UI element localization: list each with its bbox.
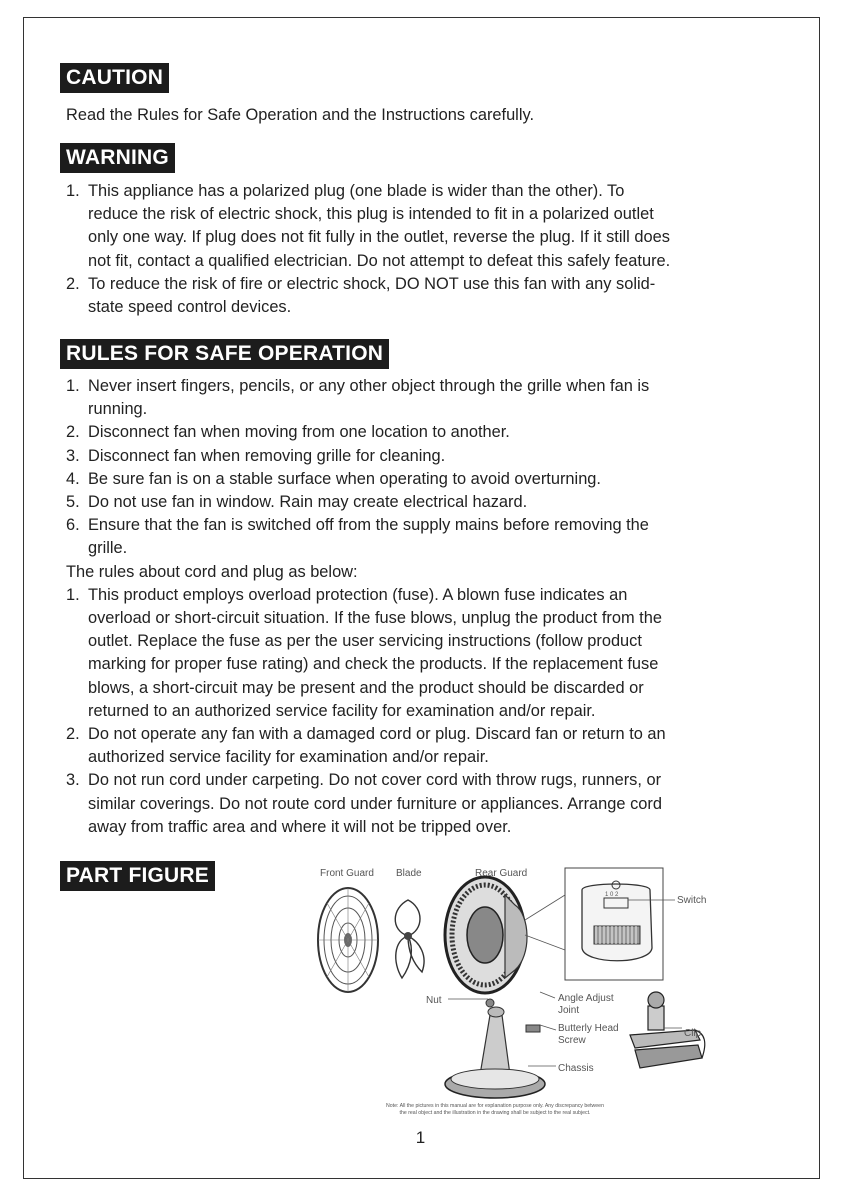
item-line: Be sure fan is on a stable surface when operating to avoid overturning. bbox=[88, 469, 601, 488]
item-line: To reduce the risk of fire or electric shock, DO NOT use this fan with any solid- bbox=[88, 274, 656, 293]
item-line: away from traffic area and where it will not be tripped over. bbox=[88, 817, 512, 836]
rules-list bbox=[66, 375, 786, 839]
item-number: 2. bbox=[66, 423, 80, 442]
item-line: Do not operate any fan with a damaged cord or plug. Discard fan or return to an bbox=[88, 725, 666, 744]
label-switch: Switch bbox=[677, 895, 707, 906]
list-item bbox=[66, 723, 786, 769]
item-number: 6. bbox=[66, 516, 80, 535]
item-number: 2. bbox=[66, 725, 80, 744]
cord-rules-intro: The rules about cord and plug as below: bbox=[66, 562, 358, 581]
list-item bbox=[66, 491, 786, 514]
item-number: 3. bbox=[66, 446, 80, 465]
front-guard-illustration bbox=[318, 888, 378, 992]
item-line: state speed control devices. bbox=[88, 298, 292, 317]
item-line: outlet. Replace the fuse as per the user servicing instructions (follow product bbox=[88, 632, 642, 651]
item-line: only one way. If plug does not fit fully in the outlet, reverse the plug. If it still does bbox=[88, 228, 670, 247]
warning-heading: WARNING bbox=[60, 143, 175, 173]
note-line: Note: All the pictures in this manual are for explanation purpose only. Any discrepancy between bbox=[386, 1103, 604, 1109]
item-line: grille. bbox=[88, 539, 128, 558]
label-nut: Nut bbox=[426, 995, 442, 1006]
item-line: similar coverings. Do not route cord under furniture or appliances. Arrange cord bbox=[88, 794, 662, 813]
list-item bbox=[66, 180, 786, 273]
chassis-illustration bbox=[445, 999, 545, 1098]
item-line: Do not run cord under carpeting. Do not cover cord with throw rugs, runners, or bbox=[88, 771, 662, 790]
item-line: running. bbox=[88, 400, 148, 419]
label-front-guard: Front Guard bbox=[320, 868, 374, 879]
blade-illustration bbox=[395, 900, 424, 978]
item-number: 4. bbox=[66, 469, 80, 488]
list-item bbox=[66, 514, 786, 560]
item-line: Never insert fingers, pencils, or any other object through the grille when fan is bbox=[88, 377, 650, 395]
warning-list bbox=[66, 180, 786, 319]
label-butterfly-screw: Screw bbox=[558, 1035, 586, 1046]
item-line: returned to an authorized service facility for examination and/or repair. bbox=[88, 701, 596, 720]
label-angle-adjust-joint: Joint bbox=[558, 1005, 580, 1016]
item-line: This appliance has a polarized plug (one blade is wider than the other). To bbox=[88, 182, 625, 200]
list-item bbox=[66, 769, 786, 839]
label-switch-marks: 1 0 2 bbox=[605, 892, 619, 898]
item-line: overload or short-circuit situation. If the fuse blows, unplug the product from the bbox=[88, 609, 662, 628]
item-number: 3. bbox=[66, 771, 80, 790]
part-figure-heading: PART FIGURE bbox=[60, 861, 215, 891]
item-line: Ensure that the fan is switched off from the supply mains before removing the bbox=[88, 516, 649, 535]
item-line: marking for proper fuse rating) and check the products. If the replacement fuse bbox=[88, 655, 659, 674]
label-rear-guard: Rear Guard bbox=[475, 868, 528, 879]
label-clip: Clip bbox=[684, 1028, 702, 1039]
item-line: not fit, contact a qualified electrician. Do not attempt to defeat this safely feature. bbox=[88, 251, 671, 270]
item-line: Disconnect fan when removing grille for cleaning. bbox=[88, 446, 446, 465]
rules-heading: RULES FOR SAFE OPERATION bbox=[60, 339, 389, 369]
page-number: 1 bbox=[415, 1128, 426, 1147]
list-item bbox=[66, 375, 786, 421]
caution-heading: CAUTION bbox=[60, 63, 169, 93]
list-item bbox=[66, 584, 786, 723]
label-butterfly-head: Butterly Head bbox=[558, 1023, 619, 1034]
item-line: blows, a short-circuit may be present and the product should be discarded or bbox=[88, 678, 644, 697]
item-number: 5. bbox=[66, 493, 80, 512]
item-line: Do not use fan in window. Rain may create electrical hazard. bbox=[88, 493, 528, 512]
label-chassis: Chassis bbox=[558, 1063, 594, 1074]
label-angle-adjust: Angle Adjust bbox=[558, 993, 614, 1004]
switch-detail-illustration bbox=[525, 868, 675, 980]
item-line: reduce the risk of electric shock, this plug is intended to fit in a polarized outlet bbox=[88, 205, 654, 224]
caution-text: Read the Rules for Safe Operation and the Instructions carefully. bbox=[66, 106, 534, 124]
item-number: 1. bbox=[66, 377, 80, 395]
item-line: This product employs overload protection (fuse). A blown fuse indicates an bbox=[88, 585, 628, 604]
list-item bbox=[66, 468, 786, 491]
figure-note bbox=[330, 1103, 660, 1117]
list-item bbox=[66, 445, 786, 468]
item-number: 1. bbox=[66, 182, 80, 200]
rear-guard-illustration bbox=[445, 877, 527, 993]
item-line: Disconnect fan when moving from one location to another. bbox=[88, 423, 510, 442]
list-item bbox=[66, 273, 786, 319]
item-number: 1. bbox=[66, 585, 80, 604]
item-number: 2. bbox=[66, 274, 80, 293]
item-line: authorized service facility for examination and/or repair. bbox=[88, 748, 489, 767]
label-blade: Blade bbox=[396, 868, 422, 879]
fan-parts-diagram bbox=[300, 860, 730, 1110]
note-line: the real object and the illustration in the drawing shall be subject to the real subject. bbox=[399, 1110, 591, 1116]
list-item bbox=[66, 421, 786, 444]
